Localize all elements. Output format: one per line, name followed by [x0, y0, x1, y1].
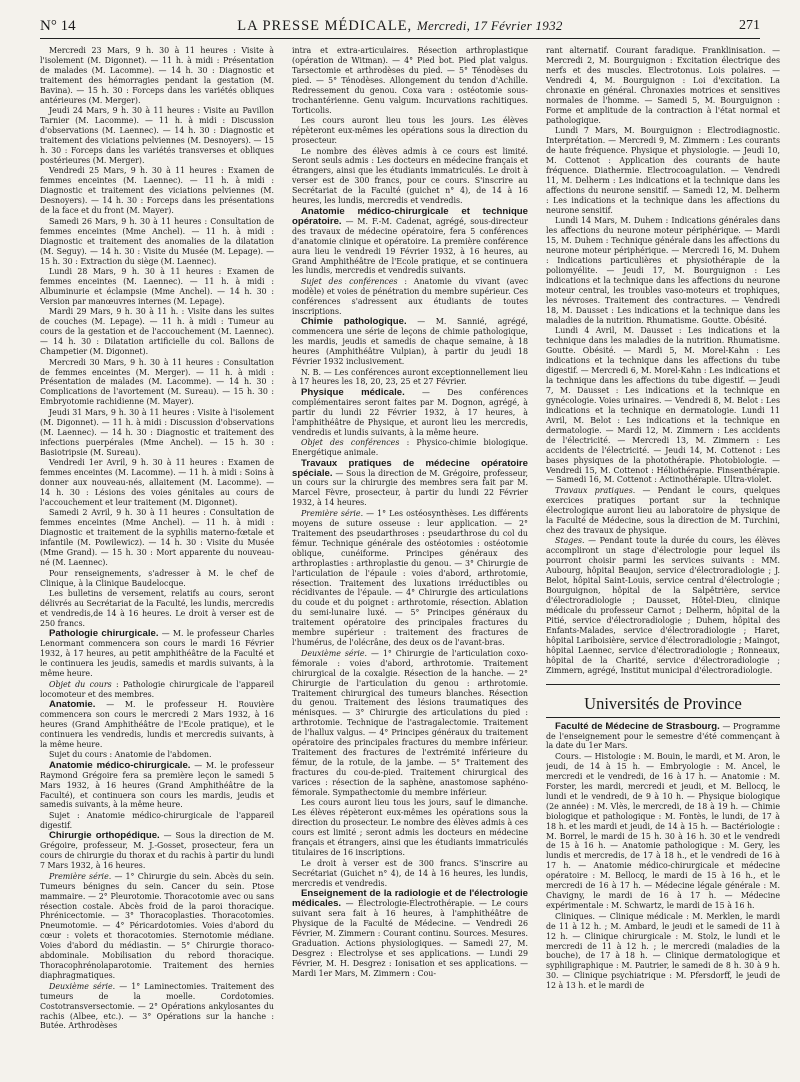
section-text: — Sous la direction de M. Grégoire, professeur, un cours sur la chirurgie des membres sera fait par M. Marcel Fèvre, prosecteur, à partir du lundi 22 Février 1932, à 14 heures.	[292, 468, 528, 508]
text: : Pathologie chirurgicale de l'appareil locomoteur et des membres.	[40, 679, 274, 699]
paragraph: Pour renseignements, s'adresser à M. le chef de Clinique, à la Clinique Baudelocque.	[40, 568, 274, 588]
label-italic: Première série.	[301, 508, 364, 518]
paragraph: Mercredi 23 Mars, 9 h. 30 à 11 heures : Visite à l'isolement (M. Digonnet). — 11 h. à midi : Présentation de malades (M. Lacomme). — 14 h. 30 : Diagnostic et traitement des hémorragies pendant la gestation (M. Bavina). — 15 h. 30 : Forceps dans les variétés obliques antérieures (M. Merger).	[40, 46, 274, 105]
section-physique-medicale	[292, 388, 528, 438]
paragraph: intra et extra-articulaires. Résection arthroplastique (opération de Witman). — 4° Pied bot. Pied plat valgus. Tarsectomie et arthrodèses du pied. — 5° Ténodèses du pied. — 5° Ténodèses. Allongement du tendon d'Achille. Redressement du genou. Coxa vara : ostéotomie sous-trochantérienne. Genu valgum. Incurvations rachitiques. Torticolis.	[292, 46, 528, 115]
text: — Pendant le cours, quelques exercices pratiques portant sur la technique électrologique auront lieu au laboratoire de physique de la Faculté de Médecine, sous la direction de M. Turchini, chez des travaux de physique.	[546, 485, 780, 535]
label-italic: Objet du cours	[49, 679, 112, 689]
section-text: — Électrologie-Électrothérapie. — Le cours suivant sera fait à 16 heures, à l'amphithéâtre de Physique de la Faculté de Médecine. — Vendredi 26 Février, M. Zimmern : Courant continu. Sources. Mesures. Graduation. Actions physiologiques. — Samedi 27, M. Desgrez : Electrolyse et ses applications. — Lundi 29 Février, M. H. Desgrez : Ionisation et ses applications. — Mardi 1er Mars, M. Zimmern : Cou-	[292, 899, 528, 978]
section-text: — Programme de l'enseignement pour le semestre d'été commençant à la date du 1er Mars.	[546, 721, 780, 751]
text: : Anatomie du vivant (avec modèle) et voies de pénétration du membre supérieur. Ces conférences s'adressent aux étudiants de toutes inscriptions.	[292, 276, 528, 316]
paragraph: Vendredi 25 Mars, 9 h. 30 à 11 heures : Examen de femmes enceintes (M. Laennec). — 11 h. à midi : Diagnostic et traitement des viciations pelviennes (M. Desnoyers). — 14 h. 30 : Forceps dans les présentations de la face et du front (M. Mayer).	[40, 166, 274, 216]
paragraph: Le nombre des élèves admis à ce cours est limité. Seront seuls admis : Les docteurs en médecine français et étrangers, ainsi que les étudiants immatriculés. Le droit à verser est de 300 francs, pour ce cours. S'inscrire au Secrétariat de la Faculté (guichet n° 4), de 14 à 16 heures, les lundis, mercredis et vendredis.	[292, 146, 528, 206]
paragraph	[546, 486, 780, 536]
section-heading: Chirurgie orthopédique.	[49, 830, 160, 842]
text: : Physico-chimie biologique. Energétique animale.	[292, 438, 528, 458]
section-heading: Anatomie médico-chirurgicale et technique opératoire.	[292, 205, 528, 227]
label-italic: Première série.	[49, 871, 112, 881]
paragraph: rant alternatif. Courant faradique. Franklinisation. — Mercredi 2, M. Bourguignon : Excitation électrique des nerfs et des muscles. Electrotonus. Lois polaires. — Vendredi 4, M. Bourguignon : Loi d'excitation. La chronaxie en général. Chronaxies motrices et sensitives normales de l'homme. — Samedi 5, M. Bourguignon : Forme et amplitude de la contraction à l'état normal et pathologique.	[546, 46, 780, 125]
paragraph: Sujet du cours : Anatomie de l'abdomen.	[49, 750, 212, 760]
text: — 1° Laminectomies. Traitement des tumeurs de la moelle. Cordotomies. Costotransversectomie. — 2° Opérations ankylosantes du rachis (Albee, etc.). — 3° Opérations sur la hanche : Butée. Arthrodèses	[40, 981, 274, 1031]
paragraph	[292, 509, 528, 648]
text: — 1° Chirurgie du sein. Abcès du sein. Tumeurs bénignes du sein. Cancer du sein. Ptose mammaire. — 2° Pleurotomie. Thoracotomie avec ou sans résection costale. Abcès froid de la paroi thoracique. Phrénicectomie. — 3° Thoracoplasties. Thoracotomies. Pneumotomie. — 4° Péricardotomies. Voies d'abord du cœur : volets et thoracotomies. Sternotomie médiane. Voies d'abord du médiastin. — 5° Chirurgie thoraco-abdominale. Mobilisation du rebord thoracique. Thoracophrénolaparotomie. Traitement des hernies diaphragmatiques.	[40, 871, 274, 981]
issue-date: Mercredi, 17 Février 1932	[416, 18, 563, 33]
section-travaux-pratiques	[292, 459, 528, 509]
section-strasbourg	[546, 722, 780, 752]
section-heading: Faculté de Médecine de Strasbourg.	[555, 720, 720, 732]
paragraph: Samedi 26 Mars, 9 h. 30 à 11 heures : Consultation de femmes enceintes (Mme Anchel). — 11 h. à midi : Diagnostic et traitement des anomalies de la dilatation (M. Seguy). — 14 h. 30 : Visite du Musée (M. Lepage). — 15 h. 30 : Extraction du siège (M. Laennec).	[40, 216, 274, 266]
section-text: — M. F.-M. Cadenat, agrégé, sous-directeur des travaux de médecine opératoire, fera 5 conférences d'anatomie clinique et opératoire. La première conférence aura lieu le vendredi 19 Février 1932, à 16 heures, au Grand Amphithéâtre de l'Ecole pratique, et se continuera les lundis, mercredis et vendredis suivants.	[292, 216, 528, 276]
label-italic: Objet des conférences	[301, 438, 400, 448]
section-chimie-pathologique	[292, 317, 528, 367]
text: — 1° Chirurgie de l'articulation coxo-fémorale : voies d'abord, arthrotomie. Traitement chirurgical de la coxalgie. Résection de la hanche. — 2° Chirurgie de l'articulation du genou : arthrotomie. Traitement chirurgical des tumeurs blanches. Résection du genou. Traitement des lésions traumatiques des ménisques. — 3° Chirurgie des articulations du pied : arthrotomie. Technique de l'astragalectomie. Traitement de l'hallux valgus. — 4° Principes généraux du traitement opératoire des principales fractures du membre inférieur. Traitement des fractures de l'extrémité inférieure du fémur, de la rotule, de la jambe. — 5° Traitement des fractures du cou-de-pied. Traitement chirurgical des varices : résection de la saphène, anastomose saphéno-fémorale. Sympathectomie du membre inférieur.	[292, 648, 528, 798]
section-divider	[546, 684, 780, 685]
paragraph: Lundi 7 Mars, M. Bourguignon : Electrodiagnostic. Interprétation. — Mercredi 9, M. Zimmern : Les courants de haute fréquence. Physique et physiologie. — Jeudi 10, M. Cottenot : Application des courants de haute fréquence. Diathermie. Electrocoagulation. — Vendredi 11, M. Delherm : Les indications et la technique dans les affections du neurone sensitif. — Samedi 12, M. Delherm : Les indications et la technique dans les affections du neurone sensitif.	[546, 126, 780, 215]
section-chirurgie-orthopedique	[40, 831, 274, 871]
section-heading: Chimie pathologique.	[301, 316, 407, 328]
section-anatomie	[40, 700, 274, 750]
section-divider	[546, 717, 780, 718]
paragraph: Mardi 29 Mars, 9 h. 30 à 11 h. : Visite dans les suites de couches (M. Lepage). — 11 h. à midi : Tumeur au cours de la gestation et de l'accouchement (M. Laennec). — 14 h. 30 : Dilatation artificielle du col. Ballons de Champetier (M. Digonnet).	[40, 307, 274, 357]
paragraph: Lundi 14 Mars, M. Duhem : Indications générales dans les affections du neurone moteur périphérique. — Mardi 15, M. Duhem : Technique générale dans les affections du neurone moteur périphérique. — Mercredi 16, M. Duhem : Indications particulières et physiothérapie de la poliomyélite. — Jeudi 17, M. Bourguignon : Les indications et la technique dans les affections du neurone moteur central, les troubles vaso-moteurs et trophiques, les névroses. Traitement des contractures. — Vendredi 18, M. Dausset : Les indications et la technique dans les maladies de la nutrition. Rhumatisme. Goutte. Obésité.	[546, 216, 780, 325]
paragraph: Lundi 28 Mars, 9 h. 30 à 11 heures : Examen de femmes enceintes (M. Laennec). — 11 h. à midi : Albuminurie et éclampsie (Mme Anchel). — 14 h. 30 : Version par manœuvres internes (M. Lepage).	[40, 266, 274, 306]
paragraph: Mercredi 30 Mars, 9 h. 30 à 11 heures : Consultation de femmes enceintes (M. Merger). — 11 h. à midi : Présentation de malades (M. Lacomme). — 14 h. 30 : Complications de l'avortement (M. Sureau). — 15 h. 30 : Embryotomie rachidienne (M. Mayer).	[40, 357, 274, 407]
paragraph: Jeudi 24 Mars, 9 h. 30 à 11 heures : Visite au Pavillon Tarnier (M. Lacomme). — 11 h. à midi : Discussion d'observations (M. Laennec). — 14 h. 30 : Diagnostic et traitement des viciations pelviennes (M. Desnoyers). — 15 h. 30 : Forceps dans les variétés transverses et obliques postérieures (M. Merger).	[40, 106, 274, 165]
paragraph	[292, 277, 528, 317]
journal-name: LA PRESSE MÉDICALE,	[237, 18, 413, 34]
section-text: — M. le professeur H. Rouvière commencera son cours le mercredi 2 Mars 1932, à 16 heures (Grand Amphithéâtre de l'Ecole pratique), et le continuera les vendredis, lundis et mercredis suivants, à la même heure.	[40, 699, 274, 749]
label-italic: Deuxième série.	[49, 981, 116, 991]
paragraph: Le droit à verser est de 300 francs. S'inscrire au Secrétariat (Guichet n° 4), de 14 à 16 heures, les lundis, mercredis et vendredis.	[292, 858, 528, 888]
paragraph	[40, 872, 274, 981]
section-heading: Pathologie chirurgicale.	[49, 628, 159, 640]
paragraph: Les cours auront lieu tous les jours, sauf le dimanche. Les élèves répèteront eux-mêmes les opérations sous la direction du prosecteur. Le nombre des élèves admis à ces cours est limité ; seront admis les docteurs en médecine français et étrangers, ainsi que les étudiants immatriculés titulaires de 16 inscriptions.	[292, 798, 528, 858]
paragraph	[40, 982, 274, 1032]
paragraph: Les cours auront lieu tous les jours. Les élèves répèteront eux-mêmes les opérations sous la direction du prosecteur.	[292, 116, 528, 146]
section-text: — Sous la direction de M. Grégoire, professeur, M. J.-Gosset, prosecteur, fera un cours de chirurgie du thorax et du rachis à partir du lundi 7 Mars 1932, à 16 heures.	[40, 831, 274, 871]
paragraph	[546, 536, 780, 675]
section-text: — Des conférences complémentaires seront faites par M. Dognon, agrégé, à partir du lundi 22 Février 1932, à 17 heures, à l'amphithéâtre de Physique, et auront lieu les mercredis, vendredis et lundis suivants, à la même heure.	[292, 387, 528, 437]
paragraph	[40, 680, 274, 700]
paragraph: Cours. — Histologie : M. Bouin, le mardi, et M. Aron, le jeudi, de 14 à 15 h. — Embryologie : M. Ancel, le mercredi et le vendredi, de 16 à 17 h. — Anatomie : M. Forster, les mardi, mercredi et jeudi, et M. Bellocq, le lundi et le vendredi, de 9 à 10 h. — Physique biologique (2e année) : M. Vlès, le mercredi, de 18 à 19 h. — Chimie biologique et pathologique : M. Fontès, le lundi, de 17 à 18 h. et les mardi et jeudi, de 14 à 15 h. — Bactériologie : M. Borrel, le mardi de 15 h. 30 à 16 h. 30 et le vendredi de 15 à 16 h. — Anatomie pathologique : M. Gery, les lundis et mercredis, de 17 à 18 h., et le vendredi de 16 à 17 h. — Anatomie médico-chirurgicale et médecine opératoire : M. Bellocq, le mardi de 15 à 16 h., et le mercredi de 16 à 17 h. — Médecine légale générale : M. Chavigny, le mardi de 16 à 17 h. — Médecine expérimentale : M. Schwartz, le mardi de 15 à 16 h.	[546, 751, 780, 911]
section-heading: Travaux pratiques de médecine opératoire spéciale.	[292, 457, 528, 479]
label-italic: Sujet des conférences	[301, 276, 398, 286]
column-3	[546, 46, 780, 1076]
paragraph	[292, 438, 528, 458]
paragraph: Cliniques. — Clinique médicale : M. Merklen, le mardi de 11 à 12 h. ; M. Ambard, le jeudi et le samedi de 11 à 12 h. — Clinique chirurgicale : M. Stolz, le lundi et le mercredi de 11 à 12 h. ; le mercredi (maladies de la bouche), de 17 à 18 h. — Clinique dermatologique et syphiligraphique : M. Pautrier, le samedi de 8 h. 30 à 9 h. 30. — Clinique psychiatrique : M. Pfersdorff, le jeudi de 12 à 13 h. et le mardi de	[546, 911, 780, 991]
paragraph: Jeudi 31 Mars, 9 h. 30 à 11 heures : Visite à l'isolement (M. Digonnet). — 11 h. à midi : Discussion d'observations (M. Laennec). — 14 h. 30 : Diagnostic et traitement des infections puerpérales (Mme Anchel). — 15 h. 30 : Basiotripsie (M. Sureau).	[40, 407, 274, 457]
section-anatomie-medico-chirurgicale	[40, 761, 274, 811]
section-heading: Anatomie.	[49, 698, 96, 710]
journal-title	[40, 18, 760, 35]
section-pathologie-chirurgicale	[40, 629, 274, 679]
page-header	[40, 16, 760, 39]
column-1	[40, 46, 274, 1076]
paragraph: Les bulletins de versement, relatifs au cours, seront délivrés au Secrétariat de la Faculté, les lundis, mercredis et vendredis,de 14 à 16 heures. Le droit à verser est de 250 francs.	[40, 588, 274, 628]
paragraph	[292, 649, 528, 798]
issue-number: N° 14	[40, 18, 76, 34]
section-heading: Anatomie médico-chirurgicale.	[49, 759, 191, 771]
paragraph: Samedi 2 Avril, 9 h. 30 à 11 heures : Consultation de femmes enceintes (Mme Anchel). — 11 h. à midi : Diagnostic et traitement de la syphilis materno-fœtale et infantile (M. Powilewicz). — 14 h. 30 : Visite du Musée (Mme Grand). — 15 h. 30 : Mort apparente du nouveau-né (M. Laennec).	[40, 508, 274, 568]
label-italic: Deuxième série.	[301, 648, 368, 658]
paragraph: Sujet : Anatomie médico-chirurgicale de l'appareil digestif.	[40, 810, 274, 830]
section-title: Universités de Province	[584, 693, 742, 713]
section-text: — M. Sannié, agrégé, commencera une série de leçons de chimie pathologique, les mardis, jeudis et samedis de chaque semaine, à 18 heures (Amphithéâtre Vulpian), à partir du jeudi 18 Février 1932 inclusivement.	[292, 317, 528, 367]
label-italic: Travaux pratiques.	[555, 485, 636, 495]
text: — Pendant toute la durée du cours, les élèves accompliront un stage d'électrologie pour lequel ils pourront choisir parmi les services suivants : MM. Aubourg, hôpital Beaujon, service d'électroradiologie ; J. Belot, hôpital Saint-Louis, service central d'électrologie ; Bourguignon, hôpital de la Salpêtrière, service d'électroradiologie ; Dausset, Hôtel-Dieu, clinique médicale du professeur Carnot ; Delherm, hôpital de la Pitié, service d'électroradiologie ; Duhem, hôpital des Enfants-Malades, service d'électroradiologie ; Haret, hôpital Lariboisière, service d'électroradiologie ; Maingot, hôpital Laennec, service d'électroradiologie ; Ronneaux, hôpital de la Charité, service d'électroradiologie ; Zimmern, agrégé, Institut municipal d'électroradiologie.	[546, 536, 780, 675]
text: — 1° Les ostéosynthèses. Les différents moyens de suture osseuse : leur application. — 2° Traitement des pseudarthroses : pseudarthrose du col du fémur. Technique générale des ostéotomies : ostéotomie oblique, cunéiforme. Principes généraux des arthroplasties : arthroplastie du genou. — 3° Chirurgie de l'articulation de l'épaule : voies d'abord, arthrotomie, résection. Traitement des luxations irréductibles ou récidivantes de l'épaule. — 4° Chirurgie des articulations du coude et du poignet : arthrotomie, résection. Ablation du semi-lunaire luxé. — 5° Principes généraux du traitement opératoire des principales fractures du membre supérieur : traitement des fractures de l'humérus, de l'olécrâne, des deux os de l'avant-bras.	[292, 508, 528, 648]
paragraph: Vendredi 1er Avril, 9 h. 30 à 11 heures : Examen de femmes enceintes (M. Lacomme). — 11 h. à midi : Soins à donner aux nouveau-nés, allaitement (M. Lacomme). — 14 h. 30 : Lésions des voies génitales au cours de l'accouchement et leur traitement (M. Digonnet).	[40, 458, 274, 507]
section-heading: Physique médicale.	[301, 386, 405, 398]
paragraph: N. B. — Les conférences auront exceptionnellement lieu à 17 heures les 18, 20, 23, 25 et 27 Février.	[292, 367, 528, 387]
column-2	[292, 46, 528, 1076]
label-italic: Stages.	[555, 536, 585, 546]
section-text: — M. le professeur Raymond Grégoire fera sa première leçon le samedi 5 Mars 1932, à 16 heures (Grand Amphithéâtre de la Faculté), et continuera son cours les mardis, jeudis et samedis suivants, à la même heure.	[40, 760, 274, 810]
section-radiologie-electrologie	[292, 889, 528, 979]
article-columns	[40, 46, 780, 1076]
page-number: 271	[739, 18, 760, 33]
paragraph: Lundi 4 Avril, M. Dausset : Les indications et la technique dans les maladies de la nutrition. Rhumatisme. Goutte. Obésité. — Mardi 5, M. Morel-Kahn : Les indications et la technique dans les affections du tube digestif. — Mercredi 6, M. Morel-Kahn : Les indications et la technique dans les affections du tube digestif. — Jeudi 7, M. Dausset : Les indications et la technique en gynécologie. Voies urinaires. — Vendredi 8, M. Belot : Les indications et la technique en dermatologie. Lundi 11 Avril, M. Belot : Les indications et la technique en dermatologie. — Mardi 12, M. Zimmern : Les accidents de l'électricité. — Mercredi 13, M. Zimmern : Les accidents de l'électricité. — Jeudi 14, M. Cottenot : Les bases physiques de la photothérapie. Photobiologie. — Vendredi 15, M. Cottenot : Héliothérapie. Finsenthérapie. — Samedi 16, M. Cottenot : Actinothérapie. Ultra-violet.	[546, 326, 780, 485]
section-heading: Enseignement de la radiologie et de l'électrologie médicales.	[292, 888, 528, 910]
section-text: — M. le professeur Charles Lenormant commencera son cours le mardi 16 Février 1932, à 17 heures, au petit amphithéâtre de la Faculté et le continuera les jeudis, samedis et mardis suivants, à la même heure.	[40, 629, 274, 679]
section-anatomie-technique-operatoire	[292, 207, 528, 277]
